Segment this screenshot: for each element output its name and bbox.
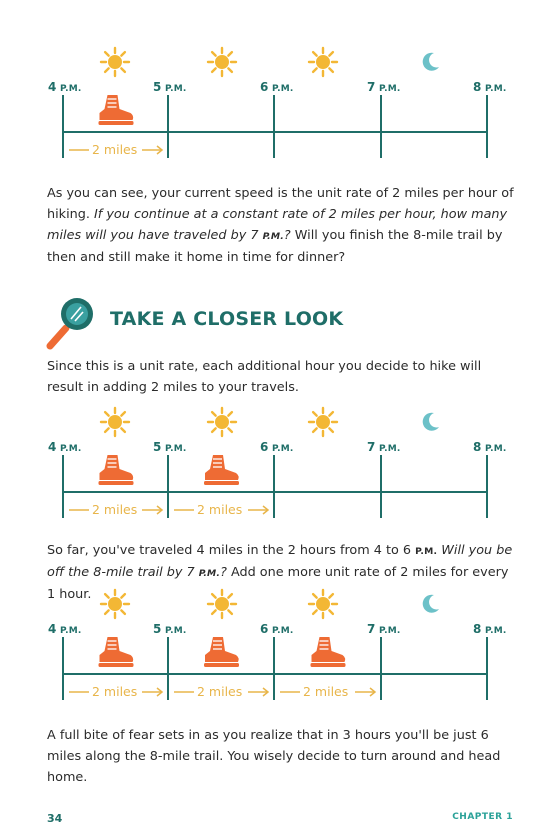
miles-label: 2 miles — [197, 684, 243, 699]
sun-icon — [101, 408, 129, 436]
sun-icon — [101, 590, 129, 618]
time-label: 8 P.M. — [473, 440, 507, 454]
time-label: 4 P.M. — [48, 440, 82, 454]
page-number: 34 — [47, 812, 63, 825]
time-label: 6 P.M. — [260, 622, 294, 636]
time-label: 6 P.M. — [260, 80, 294, 94]
paragraph-1: As you can see, your current speed is the unit rate of 2 miles per hour of hiking. If you continue at a constant rate of 2 miles per hour, how many miles will you have traveled by 7 P.M.? Will you finish the 8-mile trail by then and still make it home in time for dinner? — [47, 186, 514, 265]
time-label: 7 P.M. — [367, 622, 401, 636]
time-label: 5 P.M. — [153, 622, 187, 636]
timeline-graphic — [0, 587, 560, 717]
sun-icon — [309, 408, 337, 436]
time-label: 5 P.M. — [153, 440, 187, 454]
moon-icon — [423, 595, 439, 613]
moon-icon — [423, 413, 439, 431]
section-heading: TAKE A CLOSER LOOK — [110, 308, 344, 330]
hiking-boot-icon — [204, 455, 239, 485]
timeline-3 — [0, 587, 560, 717]
hiking-boot-icon — [99, 637, 134, 667]
miles-label: 2 miles — [197, 502, 243, 517]
timeline-1 — [0, 45, 560, 175]
hiking-boot-icon — [204, 637, 239, 667]
paragraph-2: Since this is a unit rate, each additional hour you decide to hike will result in adding 2 miles to your travels. — [47, 359, 482, 395]
sun-icon — [309, 48, 337, 76]
miles-label: 2 miles — [303, 684, 349, 699]
paragraph-3: So far, you've traveled 4 miles in the 2 hours from 4 to 6 P.M. Will you be off the 8-mile trail by 7 P.M.? Add one more unit rate of 2 miles for every 1 hour. — [47, 543, 513, 602]
sun-icon — [208, 590, 236, 618]
timeline-graphic — [0, 45, 560, 175]
miles-label: 2 miles — [92, 502, 138, 517]
timeline-2 — [0, 405, 560, 535]
time-label: 4 P.M. — [48, 622, 82, 636]
sun-icon — [309, 590, 337, 618]
time-label: 8 P.M. — [473, 80, 507, 94]
hiking-boot-icon — [99, 95, 134, 125]
sun-icon — [208, 408, 236, 436]
timeline-graphic — [0, 405, 560, 535]
hiking-boot-icon — [311, 637, 346, 667]
sun-icon — [101, 48, 129, 76]
miles-label: 2 miles — [92, 684, 138, 699]
magnifying-glass-icon — [44, 292, 104, 352]
moon-icon — [423, 53, 439, 71]
time-label: 8 P.M. — [473, 622, 507, 636]
miles-label: 2 miles — [92, 142, 138, 157]
time-label: 7 P.M. — [367, 440, 401, 454]
time-label: 5 P.M. — [153, 80, 187, 94]
sun-icon — [208, 48, 236, 76]
hiking-boot-icon — [99, 455, 134, 485]
time-label: 4 P.M. — [48, 80, 82, 94]
time-label: 6 P.M. — [260, 440, 294, 454]
paragraph-4: A full bite of fear sets in as you realize that in 3 hours you'll be just 6 miles along the 8-mile trail. You wisely decide to turn around and head home. — [47, 728, 501, 785]
time-label: 7 P.M. — [367, 80, 401, 94]
chapter-label: CHAPTER 1 — [452, 812, 513, 822]
